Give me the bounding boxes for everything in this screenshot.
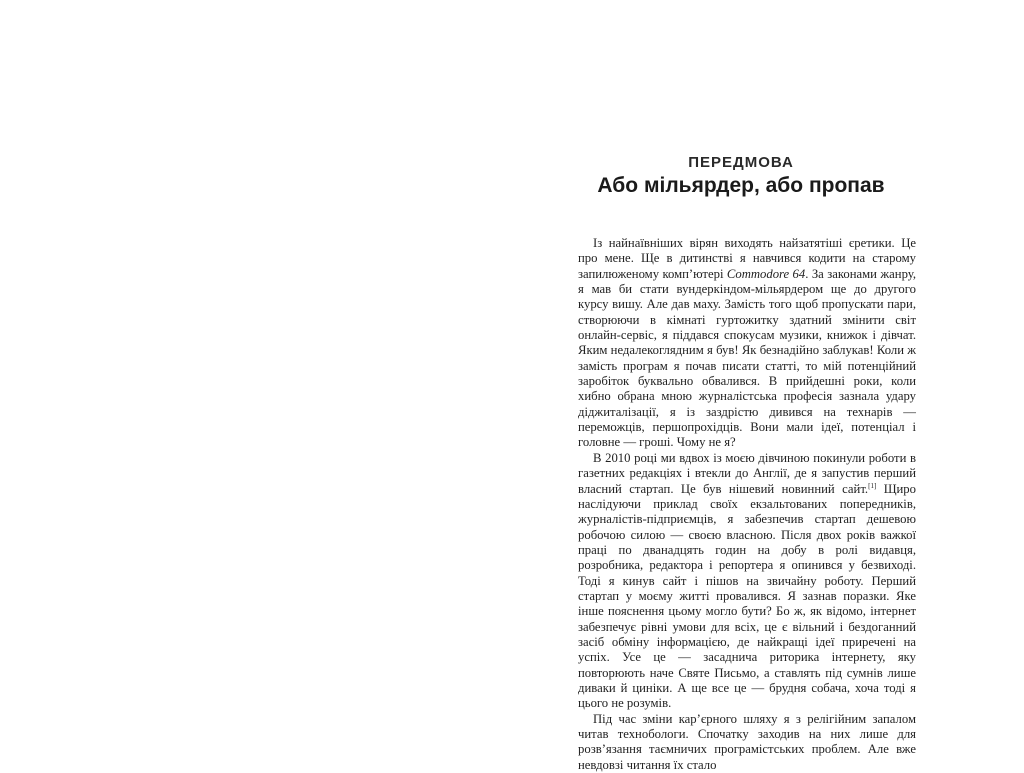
footnote-marker: [1] [868, 481, 877, 490]
paragraph-2-text-a: В 2010 році ми вдвох із моєю дівчиною покинули роботи в газетних редакціях і втекли до Англії, де я запустив перший власний стартап. Це був нішевий новинний сайт. [578, 450, 916, 496]
paragraph-1-text-b: . За законами жанру, я мав би стати вундеркіндом-мільярдером ще до другого курсу вишу. Але дав маху. Замість того щоб пропускати пари, створюючи в кімнаті гуртожитку здатний змінити світ онлайн-сервіс, я піддався спокусам музики, книжок і дівчат. Яким недалекоглядним я був! Як безнадійно заблукав! Коли ж замість програм я почав писати статті, то мій потенційний заробіток буквально обвалився. В прийдешні роки, коли хибно обрана мною журналістська професія зазнала удару діджиталізації, я із заздрістю дивився на технарів — переможців, першопрохідців. Вони мали ідеї, потенціал і головне — гроші. Чому не я? [578, 266, 916, 450]
preface-label: ПЕРЕДМОВА [688, 154, 794, 171]
paragraph-2 [578, 451, 916, 712]
paragraph-1-text-a: Із найнаївніших вірян виходять найзатятіші єретики. Це про мене. Ще в дитинстві я навчився кодити на старому запилюженому комп’ютері [578, 236, 916, 281]
paragraph-1 [578, 236, 916, 451]
left-page [0, 0, 512, 724]
paragraph-3 [578, 712, 916, 773]
paragraph-3-text-a: Під час зміни кар’єрного шляху я з релігійним запалом читав технобологи. Спочатку заходив на них лише для розв’язання таємничих програмістських проблем. Але вже невдовзі читання їх стало [578, 711, 916, 772]
paragraph-2-text-b: Щиро наслідуючи приклад своїх екзальтованих попередників, журналістів-підприємців, я забезпечив стартап дешевою робочою силою — своєю власною. Після двох років важкої праці по дванадцять годин на добу в ролі видавця, розробника, редактора і репортера я опинився у безвиході. Тоді я кинув сайт і пішов на звичайну роботу. Перший стартап у моєму житті провалився. Я зазнав поразки. Яке інше пояснення цьому могло бути? Бо ж, як відомо, інтернет забезпечує рівні умови для всіх, це є вільний і бездоганний засіб обміну інформацією, де найкращі ідеї приречені на успіх. Усе це — засаднича риторика інтернету, яку повторюють наче Святе Письмо, а ставлять під сумнів лише диваки й циніки. А ще все це — брудня собача, хоча тоді я цього не розумів. [578, 481, 916, 711]
chapter-title: Або мільярдер, або пропав [597, 174, 885, 197]
brand-name: Commodore 64 [726, 266, 806, 281]
body-text [578, 236, 916, 773]
